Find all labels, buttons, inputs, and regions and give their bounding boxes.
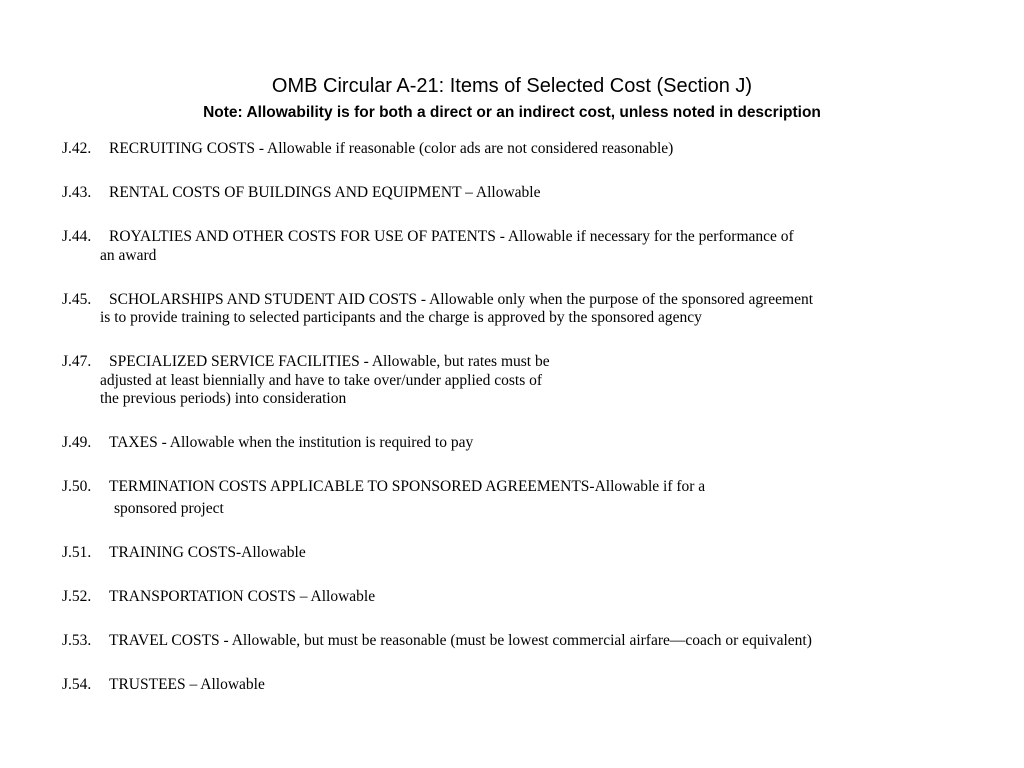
cost-item-head — [62, 676, 1007, 695]
cost-item-text: ROYALTIES AND OTHER COSTS FOR USE OF PATENTS - Allowable if necessary for the performance of — [109, 228, 794, 245]
slide-title: OMB Circular A-21: Items of Selected Cost (Section J) — [271, 75, 753, 97]
cost-item-code: J.50. — [62, 478, 92, 495]
cost-item-j50 — [62, 478, 1007, 518]
cost-item-code: J.52. — [62, 587, 92, 605]
cost-item-head — [62, 544, 1007, 563]
cost-item-head — [62, 140, 1007, 159]
cost-item-j47 — [62, 353, 1007, 409]
cost-item-j44 — [62, 228, 1007, 265]
cost-item-text: RECRUITING COSTS - Allowable if reasonable (color ads are not considered reasonable) — [109, 140, 674, 157]
cost-item-text: TERMINATION COSTS APPLICABLE TO SPONSORED AGREEMENTS-Allowable if for a — [109, 478, 706, 495]
cost-item-head — [62, 588, 1007, 607]
cost-item-continuation: is to provide training to selected participants and the charge is approved by the sponsored agency — [100, 309, 702, 326]
cost-item-text: TRUSTEES – Allowable — [109, 675, 265, 693]
cost-item-j54 — [62, 676, 1007, 695]
cost-item-j43 — [62, 184, 1007, 203]
cost-item-text: SPECIALIZED SERVICE FACILITIES - Allowable, but rates must be — [109, 353, 550, 370]
cost-item-code: J.44. — [62, 228, 92, 245]
cost-item-head — [62, 291, 1007, 310]
cost-item-code: J.51. — [62, 543, 92, 561]
cost-item-text: SCHOLARSHIPS AND STUDENT AID COSTS - Allowable only when the purpose of the sponsored agreement — [109, 290, 814, 308]
cost-item-j52 — [62, 588, 1007, 607]
slide-subtitle: Note: Allowability is for both a direct or an indirect cost, unless noted in description — [203, 104, 821, 121]
cost-item-continuation: the previous periods) into consideration — [100, 390, 347, 407]
cost-items-list — [62, 140, 1007, 720]
cost-item-j51 — [62, 544, 1007, 563]
cost-item-text: TAXES - Allowable when the institution is required to pay — [109, 434, 474, 451]
cost-item-text: RENTAL COSTS OF BUILDINGS AND EQUIPMENT – Allowable — [109, 184, 541, 201]
cost-item-j42 — [62, 140, 1007, 159]
cost-item-head — [62, 184, 1007, 203]
cost-item-code: J.54. — [62, 675, 92, 693]
cost-item-head — [62, 353, 1007, 372]
cost-item-j45 — [62, 291, 1007, 328]
cost-item-head — [62, 478, 1007, 497]
cost-item-text: TRAINING COSTS-Allowable — [109, 543, 306, 561]
cost-item-head — [62, 228, 1007, 247]
cost-item-code: J.42. — [62, 140, 92, 157]
cost-item-code: J.45. — [62, 290, 92, 308]
cost-item-continuation: sponsored project — [114, 499, 224, 517]
cost-item-code: J.49. — [62, 434, 92, 451]
cost-item-head — [62, 632, 1007, 651]
cost-item-j49 — [62, 434, 1007, 453]
cost-item-j53 — [62, 632, 1007, 651]
cost-item-code: J.53. — [62, 631, 92, 649]
cost-item-text: TRAVEL COSTS - Allowable, but must be reasonable (must be lowest commercial airfare—coach or equivalent) — [109, 631, 812, 649]
cost-item-continuation: adjusted at least biennially and have to take over/under applied costs of — [100, 371, 543, 389]
cost-item-code: J.47. — [62, 353, 92, 370]
cost-item-continuation: an award — [100, 246, 157, 264]
cost-item-head — [62, 434, 1007, 453]
cost-item-text: TRANSPORTATION COSTS – Allowable — [109, 587, 376, 605]
cost-item-code: J.43. — [62, 184, 92, 201]
